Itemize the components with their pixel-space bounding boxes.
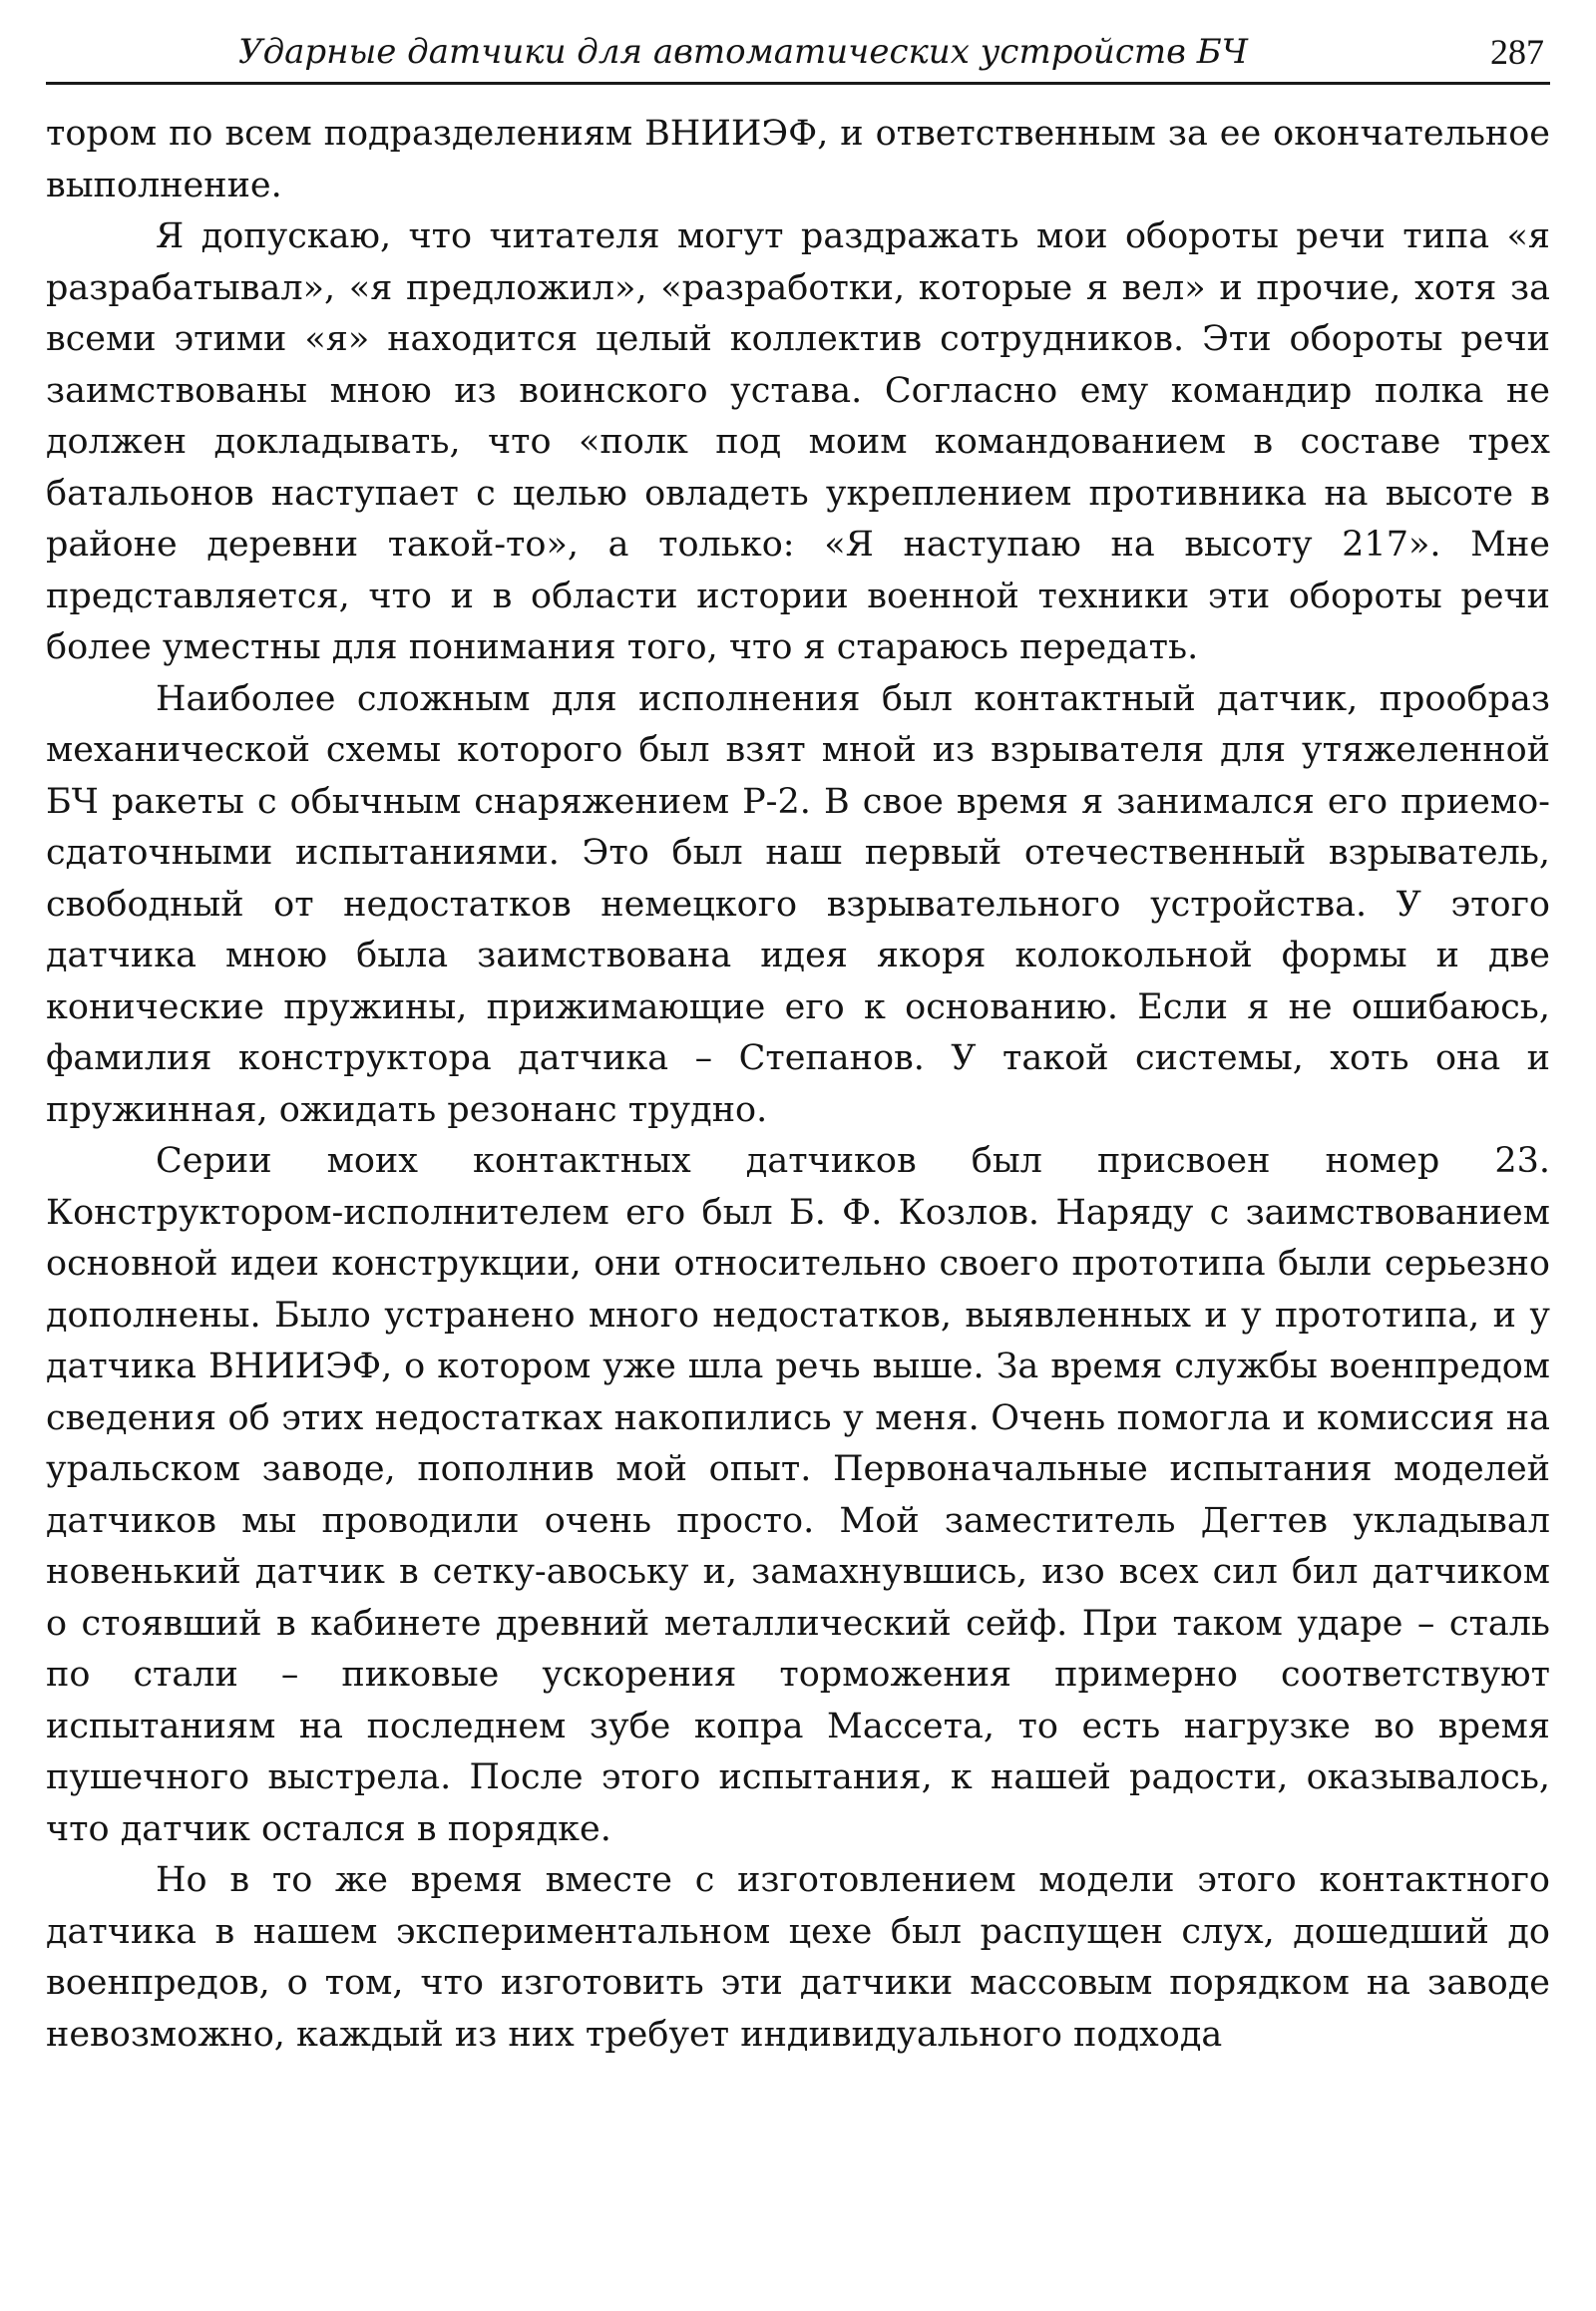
paragraph: Но в то же время вместе с изготовлением модели этого контактного датчика в нашем экспериментальном цехе был распущен слух, дошедший до военпредов, о том, что изготовить эти датчики массовым порядком на заводе невозможно, каждый из них требует индивидуального подхода xyxy=(46,1860,1550,2055)
running-header xyxy=(46,24,1550,85)
paragraph: Наиболее сложным для исполнения был контактный датчик, прообраз механической схемы которого был взят мной из взрывателя для утяжеленной БЧ ракеты с обычным снаряжением Р-2. В свое время я занимался его приемо-сдаточными испытаниями. Это был наш первый отечественный взрыватель, свободный от недостатков немецкого взрывательного устройства. У этого датчика мною была заимствована идея якоря колокольной формы и две конические пружины, прижимающие его к основанию. Если я не ошибаюсь, фамилия конструктора датчика – Степанов. У такой системы, хоть она и пружинная, ожидать резонанс трудно. xyxy=(46,678,1550,1130)
paragraph: Серии моих контактных датчиков был присвоен номер 23. Конструктором-исполнителем его был Б. Ф. Козлов. Наряду с заимствованием основной идеи конструкции, они относительно своего прототипа были серьезно дополнены. Было устранено много недостатков, выявленных и у прототипа, и у датчика ВНИИЭФ, о котором уже шла речь выше. За время службы военпредом сведения об этих недостатках накопились у меня. Очень помогла и комиссия на уральском заводе, пополнив мой опыт. Первоначальные испытания моделей датчиков мы проводили очень просто. Мой заместитель Дегтев укладывал новенький датчик в сетку-авоську и, замахнувшись, изо всех сил бил датчиком о стоявший в кабинете древний металлический сейф. При таком ударе – сталь по стали – пиковые ускорения торможения примерно соответствуют испытаниям на последнем зубе копра Массета, то есть нагрузке во время пушечного выстрела. После этого испытания, к нашей радости, оказывалось, что датчик остался в порядке. xyxy=(46,1141,1550,1849)
running-header-title: Ударные датчики для автоматических устройств БЧ xyxy=(238,32,1248,72)
book-page xyxy=(46,24,1550,2298)
paragraph-continuation: тором по всем подразделениям ВНИИЭФ, и ответственным за ее окончательное выполнение. xyxy=(46,114,1550,205)
page-number: 287 xyxy=(1490,32,1544,72)
paragraph: Я допускаю, что читателя могут раздражать мои обороты речи типа «я разрабатывал», «я предложил», «разработки, которые я вел» и прочие, хотя за всеми этими «я» находится целый коллектив сотрудников. Эти обороты речи заимствованы мною из воинского устава. Согласно ему командир полка не должен докладывать, что «полк под моим командованием в составе трех батальонов наступает с целью овладеть укреплением противника на высоте в районе деревни такой-то», а только: «Я наступаю на высоту 217». Мне представляется, что и в области истории военной техники эти обороты речи более уместны для понимания того, что я стараюсь передать. xyxy=(46,216,1550,667)
body-text xyxy=(46,109,1550,2061)
